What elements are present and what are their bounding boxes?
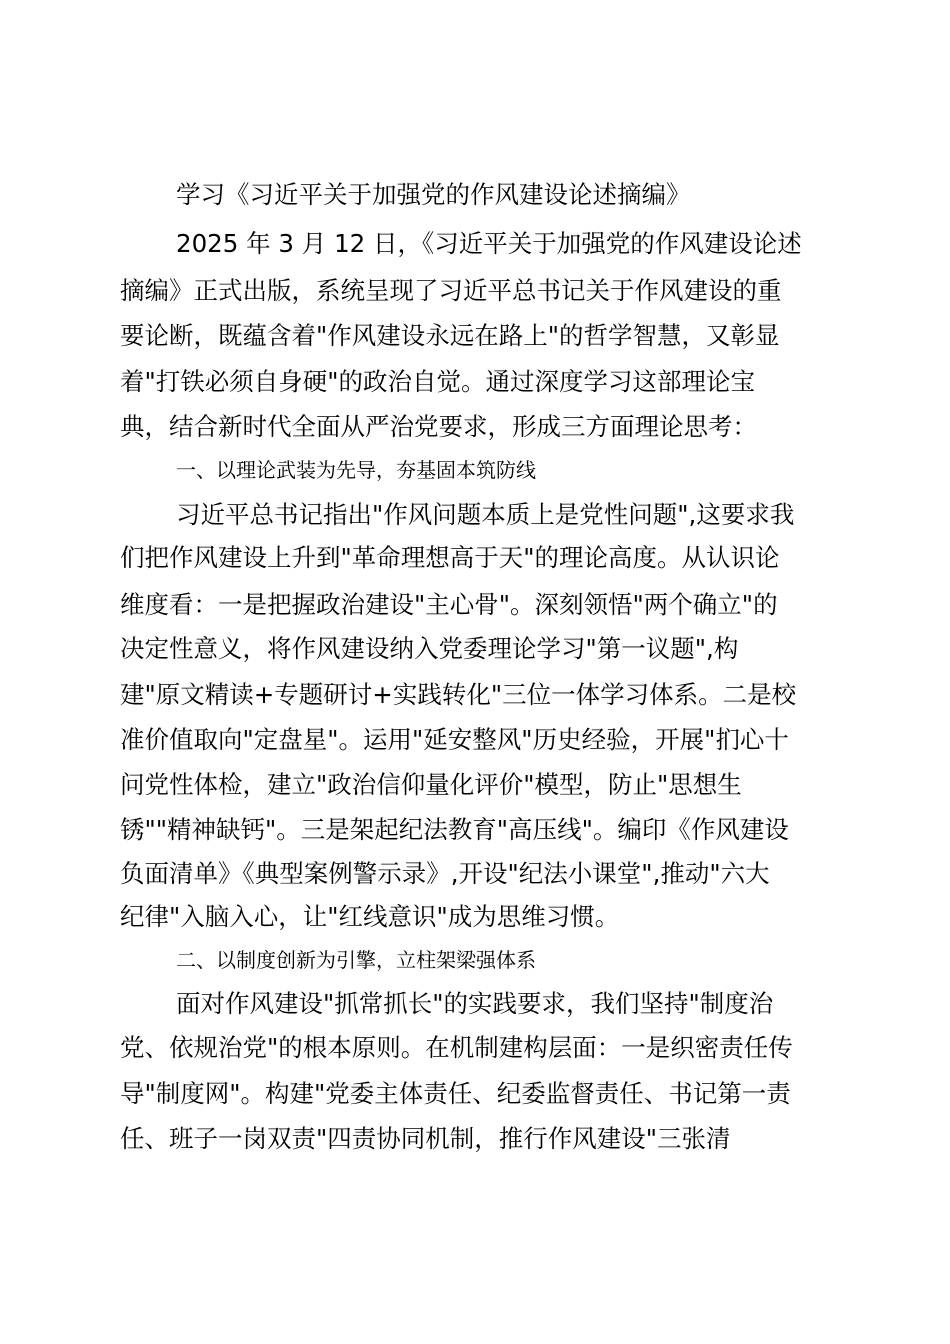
section2-line-2: 党、依规治党"的根本原则。在机制建构层面：一是织密责任传 <box>120 1033 793 1062</box>
section2-line-3: 导"制度网"。构建"党委主体责任、纪委监督责任、书记第一责 <box>120 1079 791 1108</box>
section1-line-9: 负面清单》《典型案例警示录》,开设"纪法小课堂",推动"六大 <box>120 859 770 888</box>
section1-line-5: 建"原文精读+专题研讨+实践转化"三位一体学习体系。二是校 <box>120 680 797 709</box>
section1-line-3: 维度看：一是把握政治建设"主心骨"。深刻领悟"两个确立"的 <box>120 590 778 619</box>
section1-line-10: 纪律"入脑入心，让"红线意识"成为思维习惯。 <box>120 902 620 931</box>
section2-line-4: 任、班子一岗双责"四责协同机制，推行作风建设"三张清 <box>120 1124 731 1153</box>
section-heading-2: 二、以制度创新为引擎，立柱架梁强体系 <box>176 948 536 972</box>
section2-line-1: 面对作风建设"抓常抓长"的实践要求，我们坚持"制度治 <box>176 989 774 1018</box>
intro-line-5: 典，结合新时代全面从严治党要求，形成三方面理论思考： <box>120 412 757 441</box>
section1-line-1: 习近平总书记指出"作风问题本质上是党性问题",这要求我 <box>176 500 795 529</box>
section1-line-7: 问党性体检，建立"政治信仰量化评价"模型，防止"思想生 <box>120 770 742 799</box>
section1-line-6: 准价值取向"定盘星"。运用"延安整风"历史经验，开展"扪心十 <box>120 725 789 754</box>
intro-line-1: 2025 年 3 月 12 日，《习近平关于加强党的作风建设论述 <box>176 229 802 258</box>
section1-line-8: 锈""精神缺钙"。三是架起纪法教育"高压线"。编印《作风建设 <box>120 815 789 844</box>
intro-line-4: 着"打铁必须自身硬"的政治自觉。通过深度学习这部理论宝 <box>120 367 756 396</box>
document-title: 学习《习近平关于加强党的作风建设论述摘编》 <box>176 180 691 209</box>
section1-line-2: 们把作风建设上升到"革命理想高于天"的理论高度。从认识论 <box>120 543 780 572</box>
intro-line-3: 要论断，既蕴含着"作风建设永远在路上"的哲学智慧，又彰显 <box>120 321 780 350</box>
section-heading-1: 一、以理论武装为先导，夯基固本筑防线 <box>176 458 536 482</box>
section1-line-4: 决定性意义，将作风建设纳入党委理论学习"第一议题",构 <box>120 634 739 663</box>
intro-line-2: 摘编》正式出版，系统呈现了习近平总书记关于作风建设的重 <box>120 276 782 305</box>
